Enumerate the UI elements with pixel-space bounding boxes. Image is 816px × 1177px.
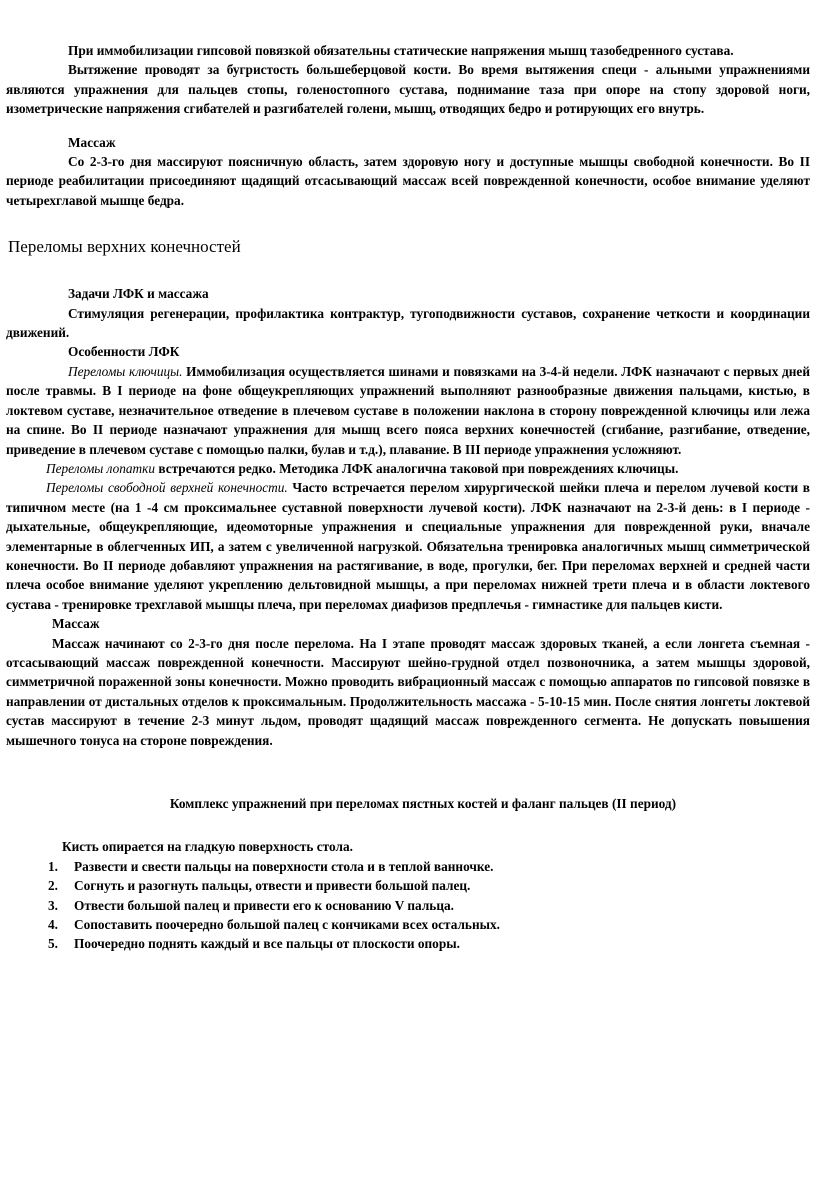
free-limb-paragraph <box>6 478 810 614</box>
tasks-heading: Задачи ЛФК и массажа <box>68 286 209 302</box>
free-limb-lead: Переломы свободной верхней конечности. <box>46 480 288 496</box>
massage-heading-2: Массаж <box>52 616 100 632</box>
exercise-complex-intro: Кисть опирается на гладкую поверхность стола. <box>62 839 353 855</box>
massage-heading-1: Массаж <box>68 134 116 150</box>
features-heading: Особенности ЛФК <box>68 344 180 360</box>
traction-paragraph: Вытяжение проводят за бугристость большеберцовой кости. Во время вытяжения специ - альными упражнениями являются упражнения для пальцев стопы, голеностопного сустава, поднимание таза при опоре на стопу здоровой ноги, изометрические напряжения сгибателей и разгибателей голени, мышц, отводящих бедро и ротирующих его внутрь. <box>6 62 810 117</box>
exercise-list-item: 4. Сопоставить поочередно большой палец с кончиками всех остальных. <box>48 917 500 933</box>
exercise-list-item: 2. Согнуть и разогнуть пальцы, отвести и привести большой палец. <box>48 878 471 894</box>
exercise-list <box>6 857 810 954</box>
document-content <box>6 41 810 954</box>
exercise-list-item: 5. Поочередно поднять каждый и все пальцы от плоскости опоры. <box>48 936 460 952</box>
exercise-list-item: 1. Развести и свести пальцы на поверхности стола и в теплой ванночке. <box>48 858 494 874</box>
free-limb-text: Часто встречается перелом хирургической шейки плеча и перелом лучевой кости в типичном месте (на 1 -4 см проксимальнее суставной поверхности лучевой кости). ЛФК назначают на 2-3-й день: в I периоде - дыхательные, общеукрепляющие, идеомоторные упражнения и специальные упражнения для поврежденной руки, вначале элементарные в облегченных ИП, а затем с увеличенной нагрузкой. Обязательна тренировка аналогичных мышц симметрической конечности. Во II периоде добавляют упражнения на растягивание, в воде, прогулки, бег. При переломах верхней и средней части плеча особое внимание уделяют укреплению дельтовидной мышцы, а при переломах нижней трети плеча и в области локтевого сустава - тренировке трехглавой мышцы плеча, при переломах диафизов предплечья - гимнастике для пальцев кисти. <box>6 480 810 612</box>
exercise-list-item: 3. Отвести большой палец и привести его к основанию V пальца. <box>48 897 454 913</box>
massage-paragraph-2: Массаж начинают со 2-3-го дня после перелома. На I этапе проводят массаж здоровых тканей, а если лонгета съемная - отсасывающий массаж поврежденной конечности. Массируют шейно-грудной отдел позвоночника, а затем мышцы здоровой, симметричной пораженной зоны конечности. Можно проводить вибрационный массаж с помощью аппаратов по гипсовой повязке в направлении от дистальных отделов к проксимальным. Продолжительность массажа - 5-10-15 мин. После снятия лонгеты локтевой сустав массируют в течение 2-3 минут льдом, проводят щадящий массаж поврежденного сегмента. Не допускать повышения мышечного тонуса на стороне повреждения. <box>6 635 810 748</box>
tasks-paragraph: Стимуляция регенерации, профилактика контрактур, тугоподвижности суставов, сохранение четкости и координации движений. <box>6 305 810 341</box>
section-title: Переломы верхних конечностей <box>8 237 241 257</box>
exercise-complex-title: Комплекс упражнений при переломах пястных костей и фаланг пальцев (II период) <box>169 796 677 811</box>
scapula-lead: Переломы лопатки <box>46 460 156 476</box>
massage-paragraph-1: Со 2-3-го дня массируют поясничную область, затем здоровую ногу и доступные мышцы свободной конечности. Во II периоде реабилитации присоединяют щадящий отсасывающий массаж всей поврежденной конечности, особое внимание уделяют четырехглавой мышце бедра. <box>6 154 810 208</box>
clavicle-lead: Переломы ключицы. <box>68 363 183 379</box>
scapula-text: встречаются редко. Методика ЛФК аналогична таковой при повреждениях ключицы. <box>155 460 679 476</box>
clavicle-text: Иммобилизация осуществляется шинами и повязками на 3-4-й недели. ЛФК назначают с первых дней после травмы. В I периоде на фоне общеукрепляющих упражнений выполняют разнообразные движения пальцами, кистью, в локтевом суставе, незначительное отведение в плечевом суставе в положении наклона в сторону поврежденной ключицы или лежа на спине. Во II периоде назначают упражнения для мышц всего пояса верхних конечностей (сгибание, разгибание, отведение, приведение в плечевом суставе с помощью палки, булав и т.д.), плавание. В III периоде упражнения усложняют. <box>6 363 810 457</box>
scapula-paragraph <box>6 459 810 478</box>
immobilization-paragraph: При иммобилизации гипсовой повязкой обязательны статические напряжения мышц тазобедренного сустава. <box>68 43 734 58</box>
clavicle-paragraph <box>6 362 810 459</box>
